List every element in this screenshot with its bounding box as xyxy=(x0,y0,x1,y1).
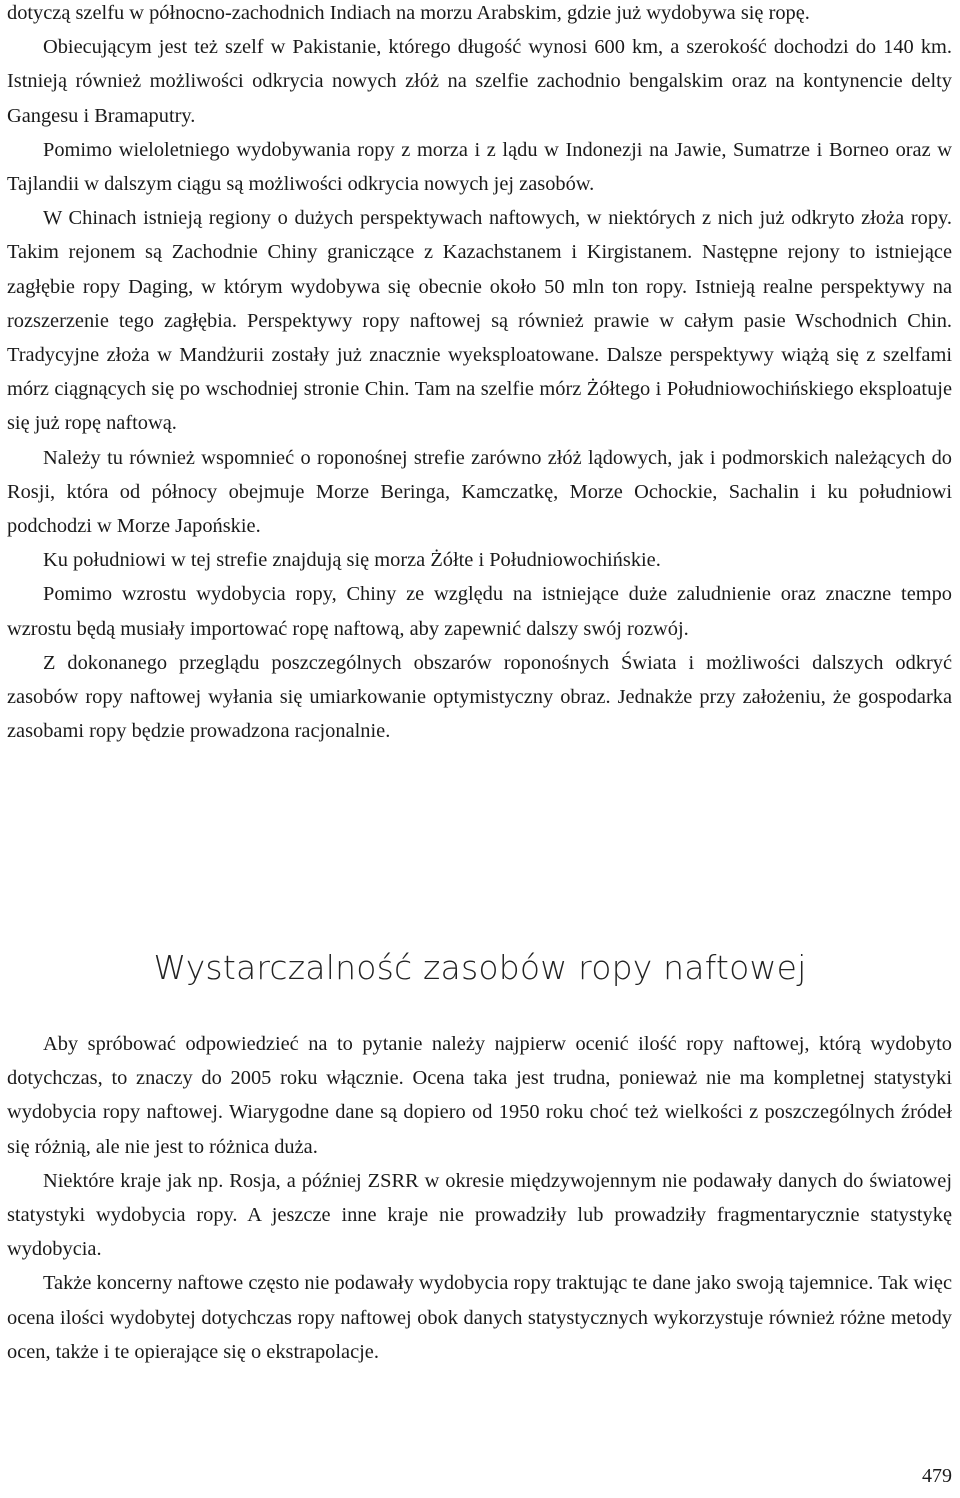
paragraph: Należy tu również wspomnieć o roponośnej strefie zarówno złóż lądowych, jak i podmorskich należących do Rosji, która od północy obejmuje Morze Beringa, Kamczatkę, Morze Ochockie, Sachalin i ku południowi podchodzi w Morze Japońskie. xyxy=(7,446,952,538)
paragraph: Aby spróbować odpowiedzieć na to pytanie należy najpierw ocenić ilość ropy naftowej, którą wydobyto dotychczas, to znaczy do 2005 roku włącznie. Ocena taka jest trudna, ponieważ nie ma kompletnej statystyki wydobycia ropy naftowej. Wiarygodne dane są dopiero od 1950 roku choć też wielkości z poszczególnych źródeł się różnią, ale nie jest to różnica duża. xyxy=(7,1033,952,1158)
paragraph: Pomimo wzrostu wydobycia ropy, Chiny ze względu na istniejące duże zaludnienie oraz znaczne tempo wzrostu będą musiały importować ropę naftową, aby zapewnić dalszy swój rozwój. xyxy=(7,583,952,640)
paragraph: Niektóre kraje jak np. Rosja, a później ZSRR w okresie międzywojennym nie podawały danych do światowej statystyki wydobycia ropy. A jeszcze inne kraje nie prowadziły lub prowadziły fragmentarycznie statystykę wydobycia. xyxy=(7,1169,952,1261)
section-heading: Wystarczalność zasobów ropy naftowej xyxy=(153,948,807,988)
paragraph: Z dokonanego przeglądu poszczególnych obszarów roponośnych Świata i możliwości dalszych odkryć zasobów ropy naftowej wyłania się umiarkowanie optymistyczny obraz. Jednakże przy założeniu, że gospodarka zasobami ropy będzie prowadzona racjonalnie. xyxy=(7,651,952,743)
paragraph: W Chinach istnieją regiony o dużych perspektywach naftowych, w niektórych z nich już odkryto złoża ropy. Takim rejonem są Zachodnie Chiny graniczące z Kazachstanem i Kirgistanem. Następne rejony to istniejące zagłębie ropy Daging, w którym wydobywa się obecnie około 50 mln ton ropy. Istnieją realne perspektywy na rozszerzenie tego zagłębia. Perspektywy ropy naftowej są również prawie w całym pasie Wschodnich Chin. Tradycyjne złoża w Mandżurii zostały już znacznie wyeksploatowane. Dalsze perspektywy wiążą się z szelfami mórz ciągnących się po wschodniej stronie Chin. Tam na szelfie mórz Żółtego i Południowochińskiego eksploatuje się już ropę naftową. xyxy=(7,207,952,435)
paragraph: Także koncerny naftowe często nie podawały wydobycia ropy traktując te dane jako swoją tajemnice. Tak więc ocena ilości wydobytej dotychczas ropy naftowej obok danych statystycznych wykorzystuje również różne metody ocen, także i te opierające się o ekstrapolacje. xyxy=(7,1272,952,1363)
paragraph: Obiecującym jest też szelf w Pakistanie, którego długość wynosi 600 km, a szerokość dochodzi do 140 km. Istnieją również możliwości odkrycia nowych złóż na szelfie zachodnio bengalskim oraz na kontynencie delty Gangesu i Bramaputry. xyxy=(7,36,952,127)
text-section-bottom xyxy=(7,1027,952,1369)
text-section-top xyxy=(7,0,952,748)
paragraph-continuation: dotyczą szelfu w północno-zachodnich Indiach na morzu Arabskim, gdzie już wydobywa się ropę. xyxy=(7,2,810,24)
paragraph: Pomimo wieloletniego wydobywania ropy z morza i z lądu w Indonezji na Jawie, Sumatrze i Borneo oraz w Tajlandii w dalszym ciągu są możliwości odkrycia nowych jej zasobów. xyxy=(7,138,952,196)
paragraph: Ku południowi w tej strefie znajdują się morza Żółte i Południowochińskie. xyxy=(43,549,661,572)
page-number: 479 xyxy=(922,1465,952,1487)
